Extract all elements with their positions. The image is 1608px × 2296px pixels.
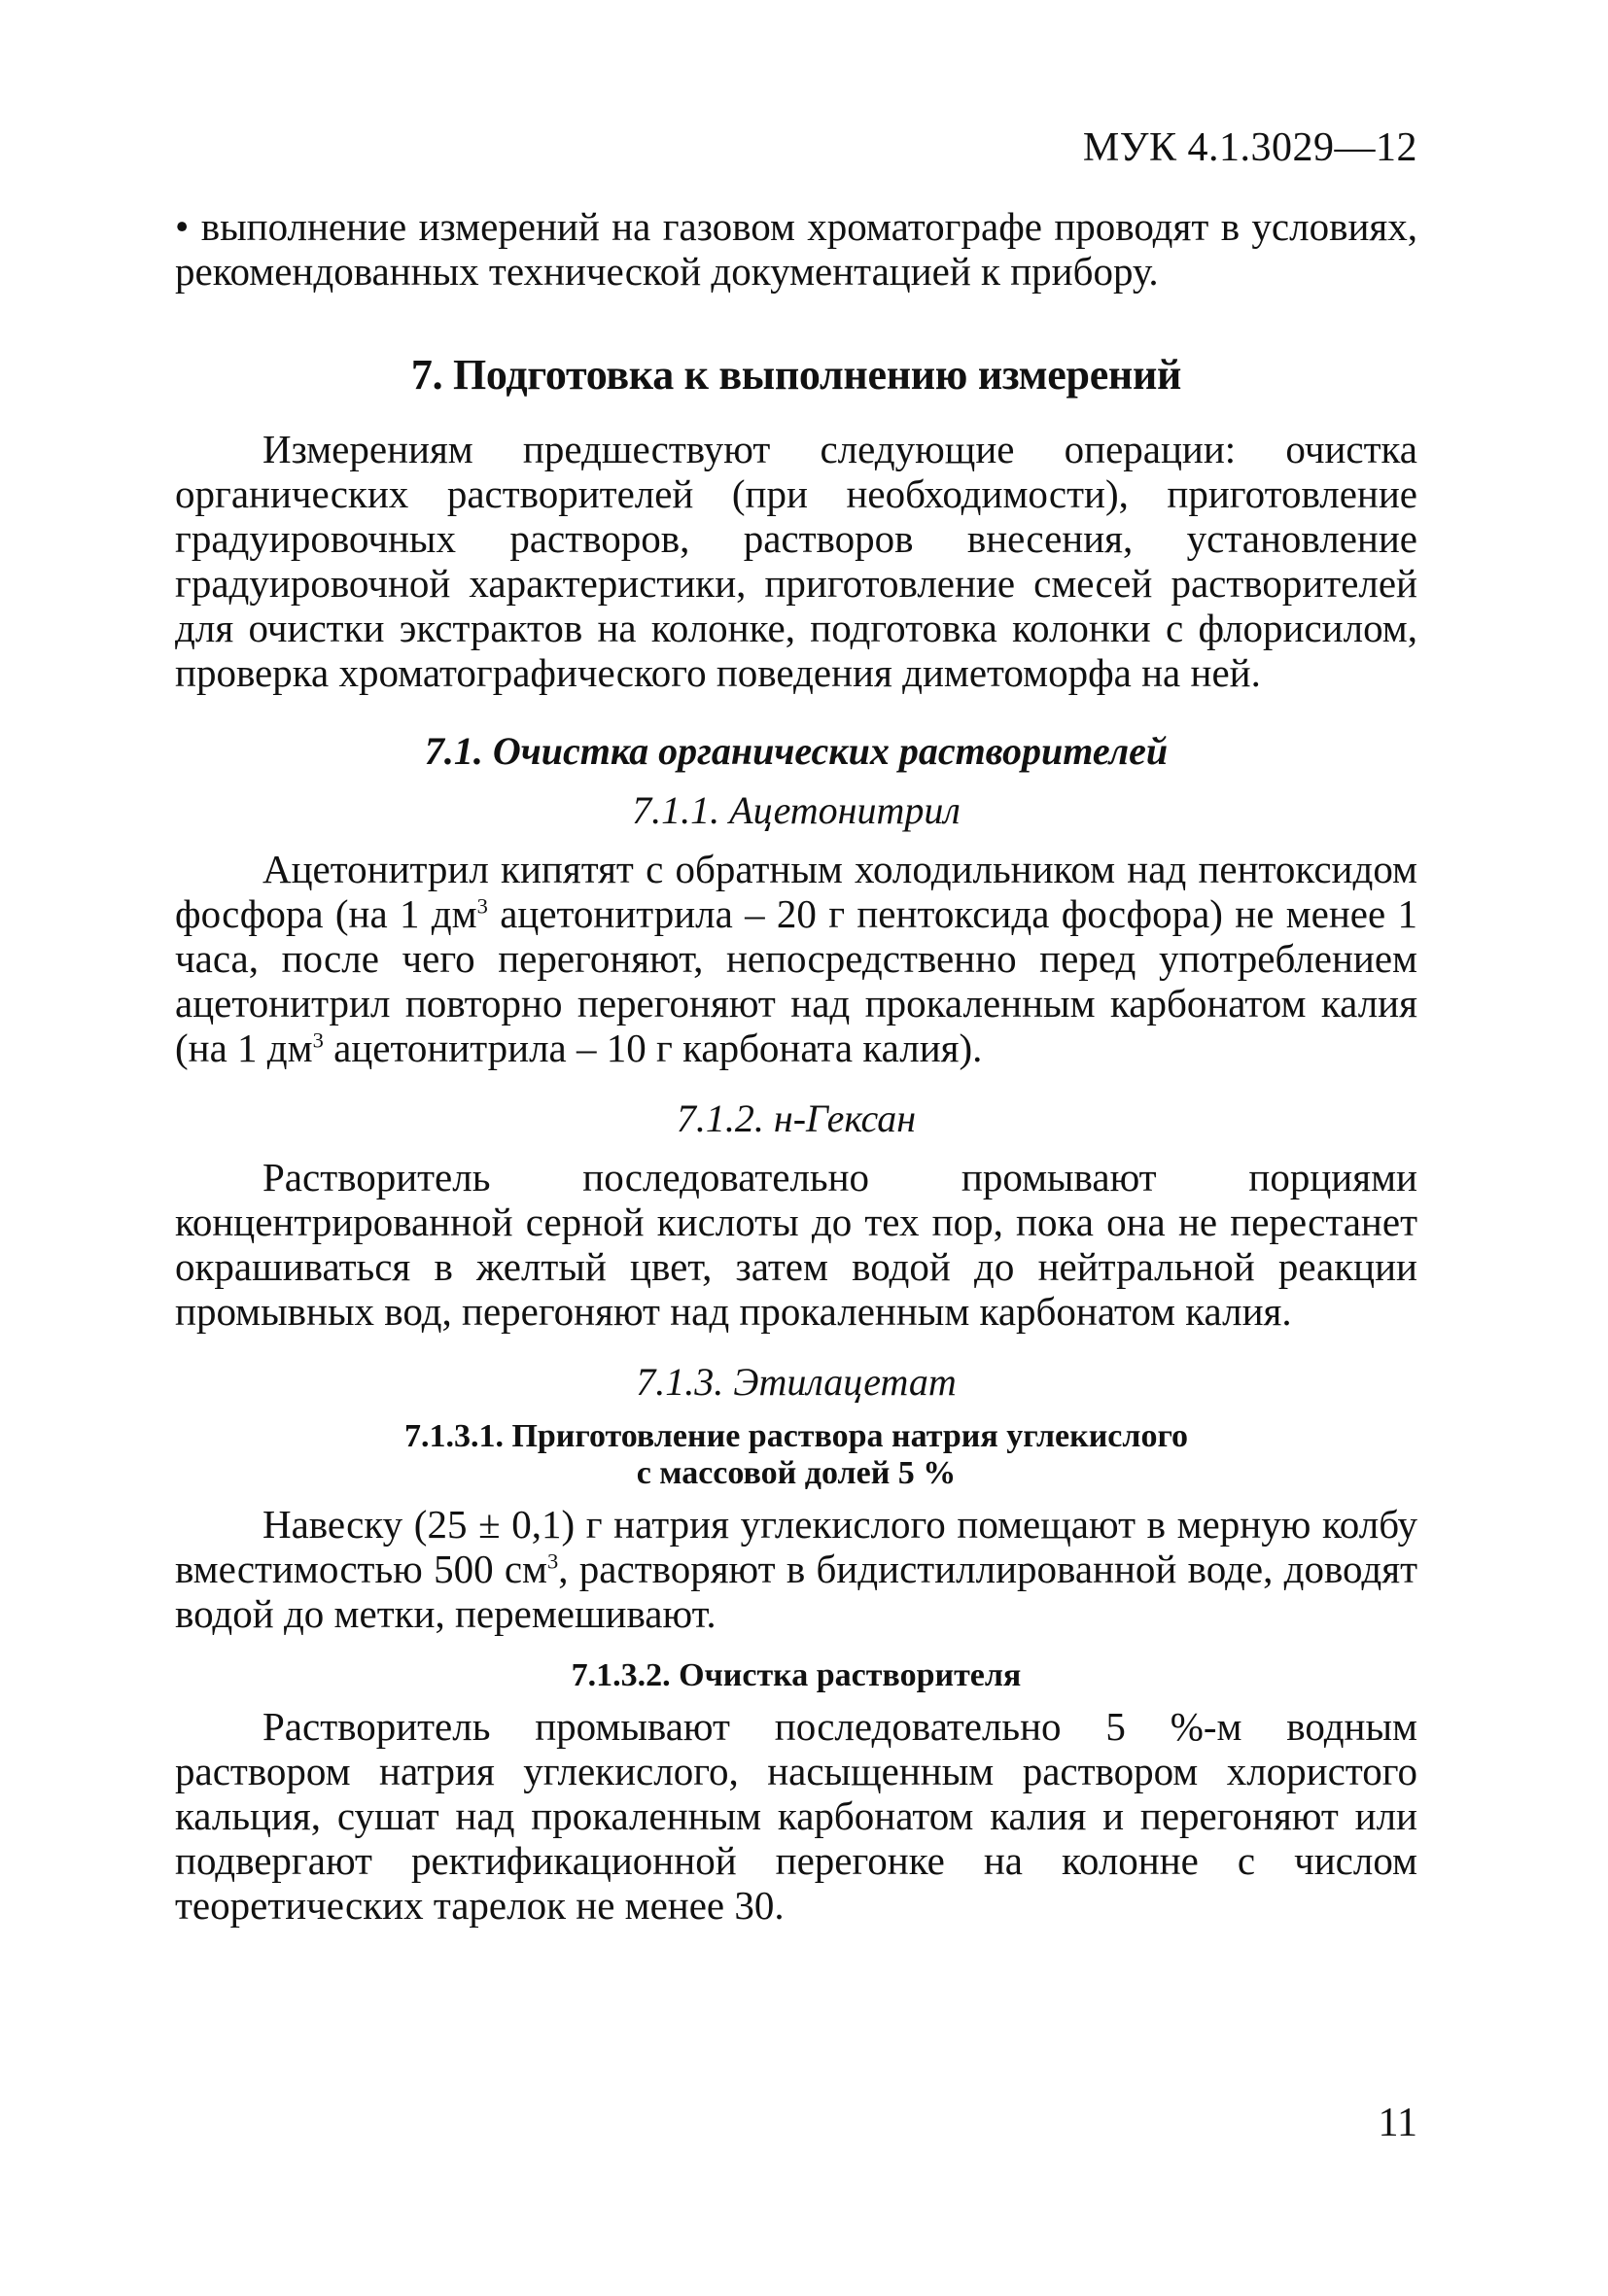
document-code-header: МУК 4.1.3029—12 bbox=[1082, 125, 1417, 170]
heading-line: 7.1.3.1. Приготовление раствора натрия углекислого bbox=[403, 1418, 1189, 1454]
superscript: 3 bbox=[547, 1548, 559, 1574]
section-7-paragraph: Измерениям предшествуют следующие операции: очистка органических растворителей (при необходимости), приготовление градуировочных растворов, растворов внесения, установление градуировочной характеристики, приготовление смесей растворителей для очистки экстрактов на колонке, подготовка колонки с флорисилом, проверка хроматографического поведения диметоморфа на ней. bbox=[175, 427, 1417, 695]
section-7-heading: 7. Подготовка к выполнению измерений bbox=[410, 351, 1182, 399]
section-7-1-2-paragraph: Растворитель последовательно промывают порциями концентрированной серной кислоты до тех пор, пока она не перестанет окрашиваться в желтый цвет, затем водой до нейтральной реакции промывных вод, перегоняют над прокаленным карбонатом калия. bbox=[175, 1155, 1417, 1334]
section-7-1-2-heading: 7.1.2. н-Гексан bbox=[676, 1096, 917, 1140]
section-7-1-3-1-heading bbox=[175, 1418, 1417, 1492]
section-7-1-3-2-heading: 7.1.3.2. Очистка растворителя bbox=[571, 1657, 1022, 1693]
text-segment: Навеску (25 ± 0,1) г натрия углекислого помещают в мерную колбу вместимостью 500 см bbox=[175, 1502, 1417, 1591]
text-segment: Ацетонитрил кипятят с обратным холодильником над пентоксидом фосфора (на 1 дм bbox=[175, 847, 1417, 936]
text-segment: , растворяют в бидистиллированной воде, доводят водой до метки, перемешивают. bbox=[175, 1547, 1418, 1636]
page-content bbox=[175, 204, 1417, 1928]
section-7-1-3-heading: 7.1.3. Этилацетат bbox=[636, 1360, 957, 1404]
heading-line: с массовой долей 5 % bbox=[636, 1455, 957, 1491]
section-7-1-3-2-paragraph: Растворитель промывают последовательно 5 %-м водным раствором натрия углекислого, насыщенным раствором хлористого кальция, сушат над прокаленным карбонатом калия и перегоняют или подвергают ректификационной перегонке на колонне с числом теоретических тарелок не менее 30. bbox=[175, 1704, 1417, 1928]
section-7-1-1-paragraph bbox=[175, 847, 1417, 1070]
section-7-1-heading: 7.1. Очистка органических растворителей bbox=[424, 729, 1169, 773]
text-segment: ацетонитрила – 10 г карбоната калия). bbox=[323, 1026, 983, 1070]
superscript: 3 bbox=[476, 893, 488, 919]
text-segment: ацетонитрила – 20 г пентоксида фосфора) не менее 1 часа, после чего перегоняют, непосредственно перед употреблением ацетонитрил повторно перегоняют над прокаленным карбонатом калия (на 1 дм bbox=[175, 891, 1417, 1070]
bullet-paragraph: • выполнение измерений на газовом хроматографе проводят в условиях, рекомендованных технической документацией к прибору. bbox=[175, 204, 1417, 294]
page-number: 11 bbox=[1378, 2101, 1417, 2145]
section-7-1-1-heading: 7.1.1. Ацетонитрил bbox=[632, 788, 961, 832]
superscript: 3 bbox=[312, 1027, 324, 1053]
section-7-1-3-1-paragraph bbox=[175, 1502, 1417, 1636]
